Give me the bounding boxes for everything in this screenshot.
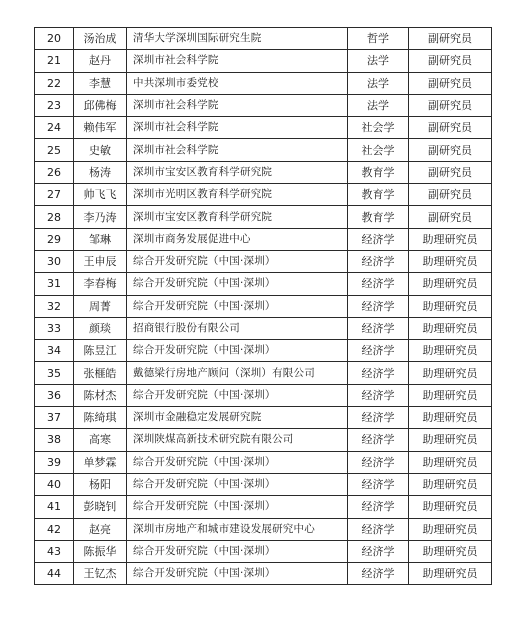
- row-number-cell: 33: [35, 317, 74, 339]
- row-number-cell: 36: [35, 384, 74, 406]
- discipline-cell: 经济学: [348, 518, 409, 540]
- organization-cell: 综合开发研究院（中国·深圳）: [127, 295, 348, 317]
- discipline-cell: 法学: [348, 72, 409, 94]
- person-name-cell: 高寒: [74, 429, 127, 451]
- person-name-cell: 陈昱江: [74, 340, 127, 362]
- table-row: [35, 518, 492, 540]
- organization-cell: 综合开发研究院（中国·深圳）: [127, 540, 348, 562]
- table-row: [35, 228, 492, 250]
- job-title-cell: 副研究员: [409, 206, 492, 228]
- table-row: [35, 473, 492, 495]
- job-title-cell: 助理研究员: [409, 429, 492, 451]
- organization-cell: 综合开发研究院（中国·深圳）: [127, 473, 348, 495]
- organization-cell: 深圳市金融稳定发展研究院: [127, 407, 348, 429]
- row-number-cell: 34: [35, 340, 74, 362]
- organization-cell: 深圳市宝安区教育科学研究院: [127, 161, 348, 183]
- table-row: [35, 384, 492, 406]
- row-number-cell: 28: [35, 206, 74, 228]
- table-row: [35, 563, 492, 585]
- job-title-cell: 副研究员: [409, 50, 492, 72]
- person-name-cell: 王申辰: [74, 250, 127, 272]
- table-row: [35, 496, 492, 518]
- discipline-cell: 经济学: [348, 563, 409, 585]
- person-name-cell: 赵丹: [74, 50, 127, 72]
- person-name-cell: 赵亮: [74, 518, 127, 540]
- row-number-cell: 39: [35, 451, 74, 473]
- table-row: [35, 407, 492, 429]
- discipline-cell: 教育学: [348, 184, 409, 206]
- table-row: [35, 139, 492, 161]
- person-name-cell: 李乃涛: [74, 206, 127, 228]
- job-title-cell: 助理研究员: [409, 340, 492, 362]
- person-name-cell: 陈材杰: [74, 384, 127, 406]
- organization-cell: 深圳市社会科学院: [127, 139, 348, 161]
- discipline-cell: 经济学: [348, 362, 409, 384]
- job-title-cell: 副研究员: [409, 94, 492, 116]
- discipline-cell: 经济学: [348, 407, 409, 429]
- organization-cell: 综合开发研究院（中国·深圳）: [127, 451, 348, 473]
- discipline-cell: 经济学: [348, 250, 409, 272]
- organization-cell: 深圳陕煤高新技术研究院有限公司: [127, 429, 348, 451]
- organization-cell: 深圳市房地产和城市建设发展研究中心: [127, 518, 348, 540]
- table-row: [35, 72, 492, 94]
- discipline-cell: 教育学: [348, 206, 409, 228]
- table-row: [35, 250, 492, 272]
- row-number-cell: 20: [35, 28, 74, 50]
- discipline-cell: 经济学: [348, 384, 409, 406]
- job-title-cell: 助理研究员: [409, 250, 492, 272]
- table-row: [35, 295, 492, 317]
- discipline-cell: 经济学: [348, 228, 409, 250]
- person-name-cell: 杨涛: [74, 161, 127, 183]
- organization-cell: 综合开发研究院（中国·深圳）: [127, 496, 348, 518]
- table-row: [35, 28, 492, 50]
- person-name-cell: 赖伟军: [74, 117, 127, 139]
- person-name-cell: 李春梅: [74, 273, 127, 295]
- table-row: [35, 161, 492, 183]
- person-name-cell: 彭晓钊: [74, 496, 127, 518]
- row-number-cell: 24: [35, 117, 74, 139]
- table-row: [35, 206, 492, 228]
- discipline-cell: 经济学: [348, 340, 409, 362]
- person-name-cell: 陈绮琪: [74, 407, 127, 429]
- person-name-cell: 邹琳: [74, 228, 127, 250]
- table-body: [35, 28, 492, 585]
- row-number-cell: 37: [35, 407, 74, 429]
- row-number-cell: 38: [35, 429, 74, 451]
- table-row: [35, 94, 492, 116]
- job-title-cell: 助理研究员: [409, 384, 492, 406]
- discipline-cell: 经济学: [348, 496, 409, 518]
- job-title-cell: 副研究员: [409, 161, 492, 183]
- person-name-cell: 颜琰: [74, 317, 127, 339]
- person-name-cell: 杨阳: [74, 473, 127, 495]
- job-title-cell: 副研究员: [409, 139, 492, 161]
- person-name-cell: 汤治成: [74, 28, 127, 50]
- discipline-cell: 经济学: [348, 273, 409, 295]
- organization-cell: 深圳市商务发展促进中心: [127, 228, 348, 250]
- table-row: [35, 451, 492, 473]
- row-number-cell: 43: [35, 540, 74, 562]
- discipline-cell: 经济学: [348, 295, 409, 317]
- discipline-cell: 法学: [348, 94, 409, 116]
- discipline-cell: 经济学: [348, 473, 409, 495]
- organization-cell: 综合开发研究院（中国·深圳）: [127, 340, 348, 362]
- person-name-cell: 周菁: [74, 295, 127, 317]
- row-number-cell: 27: [35, 184, 74, 206]
- person-name-cell: 陈振华: [74, 540, 127, 562]
- organization-cell: 招商银行股份有限公司: [127, 317, 348, 339]
- row-number-cell: 22: [35, 72, 74, 94]
- table-row: [35, 117, 492, 139]
- discipline-cell: 教育学: [348, 161, 409, 183]
- job-title-cell: 副研究员: [409, 72, 492, 94]
- job-title-cell: 助理研究员: [409, 317, 492, 339]
- table-row: [35, 429, 492, 451]
- person-name-cell: 史敏: [74, 139, 127, 161]
- table-row: [35, 362, 492, 384]
- job-title-cell: 助理研究员: [409, 273, 492, 295]
- discipline-cell: 经济学: [348, 540, 409, 562]
- person-name-cell: 邱佛梅: [74, 94, 127, 116]
- job-title-cell: 助理研究员: [409, 473, 492, 495]
- discipline-cell: 经济学: [348, 451, 409, 473]
- table-row: [35, 317, 492, 339]
- row-number-cell: 23: [35, 94, 74, 116]
- organization-cell: 深圳市宝安区教育科学研究院: [127, 206, 348, 228]
- job-title-cell: 助理研究员: [409, 451, 492, 473]
- job-title-cell: 助理研究员: [409, 295, 492, 317]
- organization-cell: 深圳市光明区教育科学研究院: [127, 184, 348, 206]
- organization-cell: 戴德梁行房地产顾问（深圳）有限公司: [127, 362, 348, 384]
- organization-cell: 综合开发研究院（中国·深圳）: [127, 384, 348, 406]
- row-number-cell: 21: [35, 50, 74, 72]
- personnel-table: [34, 27, 492, 585]
- organization-cell: 深圳市社会科学院: [127, 117, 348, 139]
- row-number-cell: 25: [35, 139, 74, 161]
- discipline-cell: 法学: [348, 50, 409, 72]
- organization-cell: 深圳市社会科学院: [127, 94, 348, 116]
- row-number-cell: 40: [35, 473, 74, 495]
- job-title-cell: 副研究员: [409, 184, 492, 206]
- row-number-cell: 44: [35, 563, 74, 585]
- table-row: [35, 273, 492, 295]
- discipline-cell: 哲学: [348, 28, 409, 50]
- discipline-cell: 社会学: [348, 139, 409, 161]
- job-title-cell: 助理研究员: [409, 228, 492, 250]
- discipline-cell: 社会学: [348, 117, 409, 139]
- organization-cell: 综合开发研究院（中国·深圳）: [127, 563, 348, 585]
- row-number-cell: 26: [35, 161, 74, 183]
- job-title-cell: 副研究员: [409, 28, 492, 50]
- person-name-cell: 李慧: [74, 72, 127, 94]
- job-title-cell: 助理研究员: [409, 518, 492, 540]
- organization-cell: 综合开发研究院（中国·深圳）: [127, 273, 348, 295]
- row-number-cell: 29: [35, 228, 74, 250]
- row-number-cell: 42: [35, 518, 74, 540]
- job-title-cell: 助理研究员: [409, 362, 492, 384]
- table-row: [35, 50, 492, 72]
- person-name-cell: 张榧皓: [74, 362, 127, 384]
- organization-cell: 中共深圳市委党校: [127, 72, 348, 94]
- discipline-cell: 经济学: [348, 317, 409, 339]
- table-row: [35, 184, 492, 206]
- organization-cell: 清华大学深圳国际研究生院: [127, 28, 348, 50]
- job-title-cell: 助理研究员: [409, 407, 492, 429]
- row-number-cell: 41: [35, 496, 74, 518]
- organization-cell: 深圳市社会科学院: [127, 50, 348, 72]
- organization-cell: 综合开发研究院（中国·深圳）: [127, 250, 348, 272]
- table-row: [35, 340, 492, 362]
- row-number-cell: 35: [35, 362, 74, 384]
- person-name-cell: 帅飞飞: [74, 184, 127, 206]
- job-title-cell: 助理研究员: [409, 540, 492, 562]
- person-name-cell: 王钇杰: [74, 563, 127, 585]
- row-number-cell: 32: [35, 295, 74, 317]
- job-title-cell: 助理研究员: [409, 496, 492, 518]
- row-number-cell: 30: [35, 250, 74, 272]
- person-name-cell: 单梦霖: [74, 451, 127, 473]
- job-title-cell: 助理研究员: [409, 563, 492, 585]
- discipline-cell: 经济学: [348, 429, 409, 451]
- job-title-cell: 副研究员: [409, 117, 492, 139]
- row-number-cell: 31: [35, 273, 74, 295]
- table-row: [35, 540, 492, 562]
